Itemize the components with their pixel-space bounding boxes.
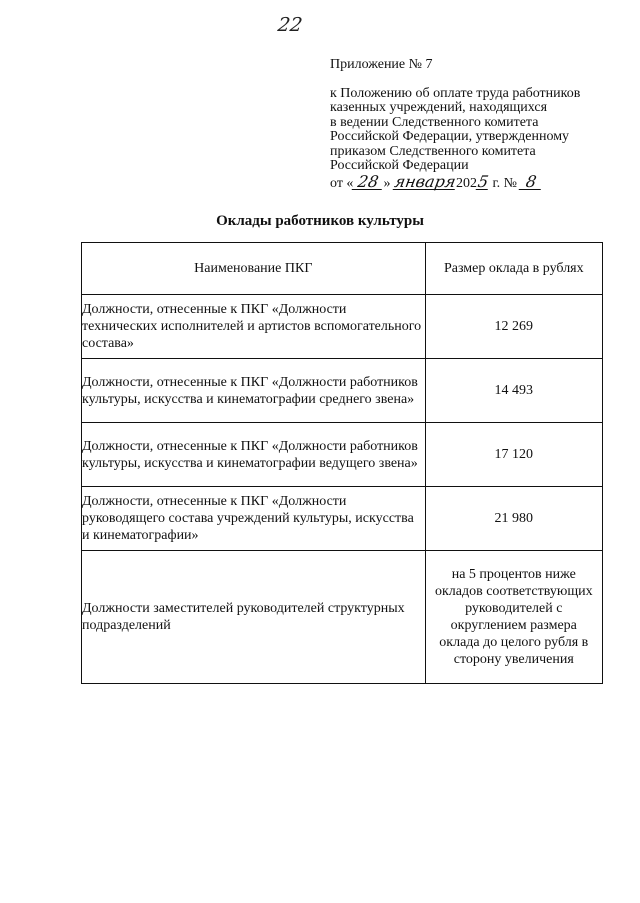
order-line bbox=[330, 171, 615, 192]
row-pkg-name: Должности, отнесенные к ПКГ «Должности работников культуры, искусства и кинематографии ведущего звена» bbox=[82, 423, 426, 487]
header-pkg-name: Наименование ПКГ bbox=[82, 243, 426, 295]
row-salary-value: на 5 процентов ниже окладов соответствующих руководителей с округлением размера оклада до целого рубля в сторону увеличения bbox=[434, 567, 593, 667]
appendix-title: Приложение № 7 bbox=[330, 57, 433, 72]
header-salary: Размер оклада в рублях bbox=[425, 243, 602, 295]
table-row bbox=[82, 423, 603, 487]
row-salary-value: 17 120 bbox=[425, 423, 602, 487]
handwritten-day: 28 bbox=[352, 175, 385, 190]
handwritten-year-digit: 5 bbox=[476, 171, 490, 191]
row-pkg-name: Должности, отнесенные к ПКГ «Должности руководящего состава учреждений культуры, искусства и кинематографии» bbox=[82, 487, 426, 551]
handwritten-month: января bbox=[393, 171, 458, 191]
row-salary-value: 21 980 bbox=[425, 487, 602, 551]
order-mid: » bbox=[383, 175, 391, 191]
table-header-row bbox=[82, 243, 603, 295]
handwritten-order-number: 8 bbox=[519, 175, 544, 190]
order-year-suffix: г. № bbox=[488, 175, 517, 191]
order-prefix: от « bbox=[330, 175, 354, 191]
row-salary-value: 12 269 bbox=[425, 295, 602, 359]
row-salary-value-cell bbox=[425, 551, 602, 684]
document-title: Оклады работников культуры bbox=[216, 213, 424, 229]
row-pkg-name: Должности заместителей руководителей структурных подразделений bbox=[82, 551, 426, 684]
appendix-description: к Положению об оплате труда работников казенных учреждений, находящихся в ведении Следственного комитета Российской Федерации, утвержденному приказом Следственного комитета Российской Федерации bbox=[330, 85, 581, 173]
row-pkg-name: Должности, отнесенные к ПКГ «Должности работников культуры, искусства и кинематографии среднего звена» bbox=[82, 359, 426, 423]
table-row bbox=[82, 295, 603, 359]
table-row bbox=[82, 551, 603, 684]
table-row bbox=[82, 359, 603, 423]
page-number: 22 bbox=[276, 14, 304, 36]
row-salary-value: 14 493 bbox=[425, 359, 602, 423]
salary-table bbox=[81, 242, 603, 684]
row-pkg-name: Должности, отнесенные к ПКГ «Должности технических исполнителей и артистов вспомогательного состава» bbox=[82, 295, 426, 359]
appendix-block bbox=[330, 58, 615, 191]
table-row bbox=[82, 487, 603, 551]
order-year-prefix: 202 bbox=[455, 175, 477, 191]
